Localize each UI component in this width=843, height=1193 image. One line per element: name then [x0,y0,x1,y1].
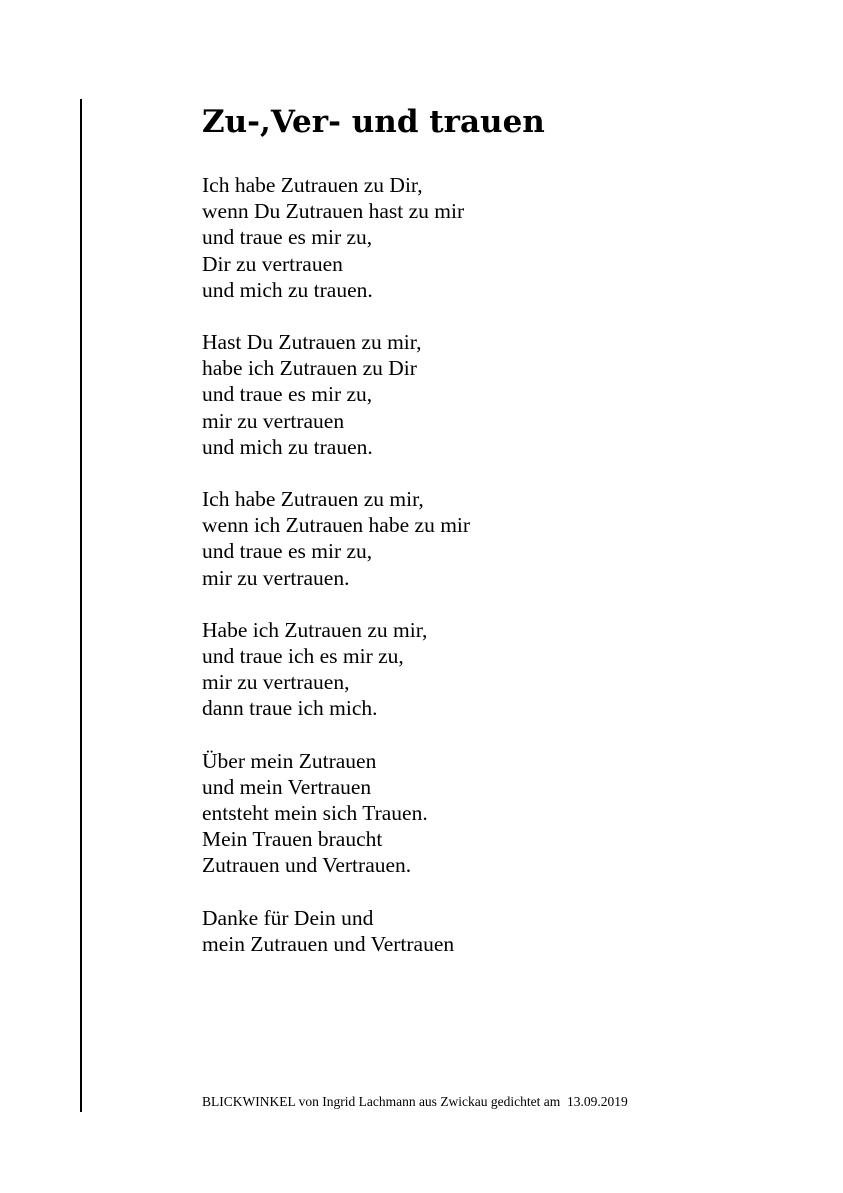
poem-line: Ich habe Zutrauen zu mir, [202,487,424,512]
poem-title: Zu-,Ver- und trauen [202,104,545,140]
stanza-4 [202,617,802,722]
poem-line: mir zu vertrauen [202,408,345,433]
poem-line: wenn ich Zutrauen habe zu mir [202,513,471,538]
poem-line: habe ich Zutrauen zu Dir [202,356,417,381]
stanza-2 [202,329,802,460]
poem-line: mir zu vertrauen, [202,670,350,695]
stanza-1 [202,172,802,303]
poem-line: und mich zu trauen. [202,277,373,302]
footer-attribution: BLICKWINKEL von Ingrid Lachmann aus Zwickau gedichtet am 13.09.2019 [202,1094,628,1109]
stanza-6 [202,905,802,957]
stanza-5 [202,748,802,879]
poem-line: und traue es mir zu, [202,225,373,250]
poem-line: Mein Trauen braucht [202,827,383,852]
poem-line: entsteht mein sich Trauen. [202,801,428,826]
poem-line: Ich habe Zutrauen zu Dir, [202,173,423,197]
poem-line: Über mein Zutrauen [202,748,377,773]
poem-line: und mich zu trauen. [202,434,373,459]
poem-body [202,172,802,983]
poem-line: und traue es mir zu, [202,539,373,564]
poem-line: Zutrauen und Vertrauen. [202,853,412,878]
poem-line: Dir zu vertrauen [202,251,343,276]
margin-rule [80,99,82,1112]
poem-line: Hast Du Zutrauen zu mir, [202,330,422,355]
poem-line: dann traue ich mich. [202,696,378,721]
poem-line: und traue es mir zu, [202,382,373,407]
stanza-3 [202,486,802,591]
poem-line: wenn Du Zutrauen hast zu mir [202,199,465,224]
poem-line: mir zu vertrauen. [202,565,350,590]
poem-line: und traue ich es mir zu, [202,644,404,669]
poem-line: mein Zutrauen und Vertrauen [202,931,455,956]
poem-line: Danke für Dein und [202,905,374,930]
poem-line: Habe ich Zutrauen zu mir, [202,617,428,642]
poem-line: und mein Vertrauen [202,774,372,799]
